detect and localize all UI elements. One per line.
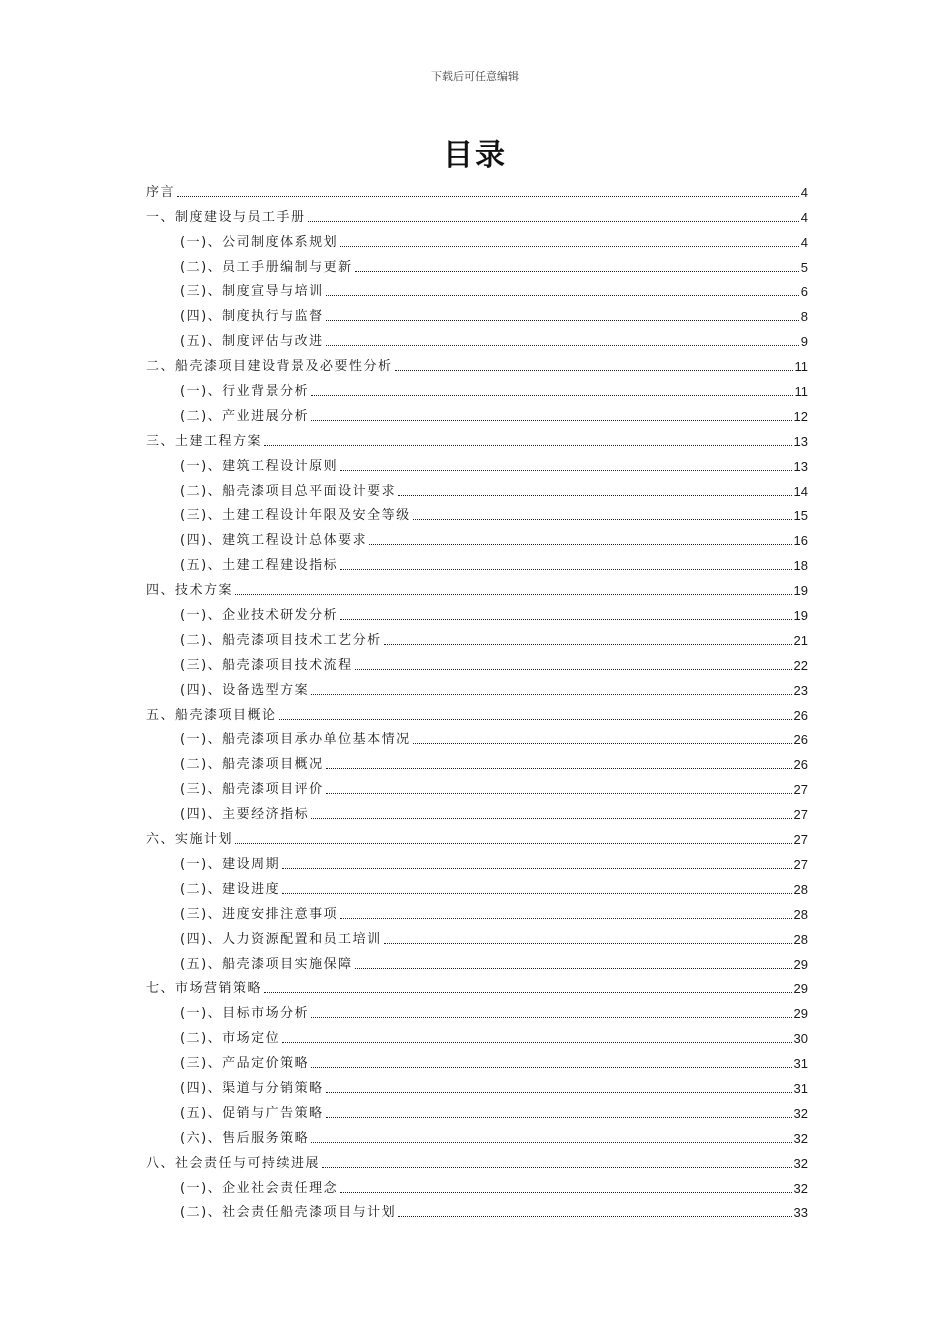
dot-leader (311, 693, 791, 695)
toc-section-entry[interactable] (0, 325, 950, 350)
toc-chapter-entry[interactable] (0, 1147, 950, 1172)
toc-section-entry[interactable] (0, 1022, 950, 1047)
toc-section-entry[interactable] (0, 898, 950, 923)
dot-leader (311, 1141, 791, 1143)
toc-entry-title: 一、制度建设与员工手册 (146, 209, 306, 225)
toc-chapter-entry[interactable] (0, 574, 950, 599)
dot-leader (311, 1066, 791, 1068)
dot-leader (355, 270, 799, 272)
dot-leader (369, 543, 791, 545)
toc-entry-title: (一)、目标市场分析 (180, 1006, 310, 1022)
toc-entry-title: (四)、建筑工程设计总体要求 (180, 533, 368, 549)
toc-entry-title: (一)、公司制度体系规划 (180, 234, 339, 250)
toc-chapter-entry[interactable] (0, 973, 950, 998)
toc-page-number: 27 (793, 807, 808, 823)
toc-page-number: 9 (800, 334, 808, 350)
toc-page-number: 31 (793, 1056, 808, 1072)
toc-section-entry[interactable] (0, 1097, 950, 1122)
toc-page-number: 13 (793, 433, 808, 449)
dot-leader (282, 892, 791, 894)
dot-leader (326, 344, 799, 346)
dot-leader (355, 668, 792, 670)
toc-section-entry[interactable] (0, 724, 950, 749)
toc-page-number: 32 (793, 1155, 808, 1171)
toc-entry-title: (二)、员工手册编制与更新 (180, 259, 353, 275)
dot-leader (279, 718, 792, 720)
dot-leader (311, 1016, 791, 1018)
toc-page-number: 29 (793, 956, 808, 972)
toc-page-number: 4 (800, 234, 808, 250)
dot-leader (177, 195, 799, 197)
dot-leader (326, 767, 792, 769)
header-note: 下载后可任意编辑 (431, 70, 519, 83)
toc-section-entry[interactable] (0, 773, 950, 798)
dot-leader (355, 967, 792, 969)
toc-entry-title: 六、实施计划 (146, 832, 234, 848)
toc-chapter-entry[interactable] (0, 176, 950, 201)
toc-page-number: 14 (793, 483, 808, 499)
dot-leader (326, 792, 792, 794)
toc-page-number: 33 (793, 1205, 808, 1221)
toc-page-number: 28 (793, 906, 808, 922)
toc-page-number: 29 (793, 981, 808, 997)
dot-leader (413, 518, 792, 520)
toc-section-entry[interactable] (0, 649, 950, 674)
toc-entry-title: (二)、社会责任船壳漆项目与计划 (180, 1205, 397, 1221)
toc-page-number: 22 (793, 657, 808, 673)
toc-section-entry[interactable] (0, 873, 950, 898)
toc-chapter-entry[interactable] (0, 201, 950, 226)
toc-section-entry[interactable] (0, 375, 950, 400)
toc-page-number: 31 (793, 1080, 808, 1096)
toc-page-number: 23 (793, 682, 808, 698)
toc-chapter-entry[interactable] (0, 823, 950, 848)
dot-leader (395, 369, 793, 371)
toc-section-entry[interactable] (0, 1072, 950, 1097)
toc-page-number: 4 (800, 184, 808, 200)
toc-section-entry[interactable] (0, 524, 950, 549)
dot-leader (235, 842, 792, 844)
toc-entry-title: 三、土建工程方案 (146, 433, 263, 449)
dot-leader (326, 294, 799, 296)
toc-page-number: 29 (793, 1006, 808, 1022)
toc-section-entry[interactable] (0, 549, 950, 574)
toc-page-number: 26 (793, 707, 808, 723)
toc-page-number: 32 (793, 1130, 808, 1146)
toc-page-number: 11 (794, 359, 808, 375)
toc-entry-title: (三)、产品定价策略 (180, 1056, 310, 1072)
toc-section-entry[interactable] (0, 1197, 950, 1222)
toc-section-entry[interactable] (0, 923, 950, 948)
toc-section-entry[interactable] (0, 251, 950, 276)
toc-section-entry[interactable] (0, 599, 950, 624)
dot-leader (326, 1116, 792, 1118)
toc-section-entry[interactable] (0, 798, 950, 823)
dot-leader (326, 319, 799, 321)
dot-leader (282, 1041, 791, 1043)
toc-page-number: 12 (793, 408, 808, 424)
dot-leader (264, 991, 792, 993)
dot-leader (340, 917, 791, 919)
toc-section-entry[interactable] (0, 300, 950, 325)
toc-page-number: 30 (793, 1031, 808, 1047)
toc-page-number: 19 (793, 583, 808, 599)
toc-page-number: 27 (793, 856, 808, 872)
toc-entry-title: (一)、建设周期 (180, 856, 281, 872)
toc-chapter-entry[interactable] (0, 699, 950, 724)
dot-leader (264, 444, 792, 446)
toc-section-entry[interactable] (0, 1172, 950, 1197)
toc-page-number: 32 (793, 1180, 808, 1196)
toc-entry-title: 八、社会责任与可持续进展 (146, 1155, 321, 1171)
toc-entry-title: (二)、产业进展分析 (180, 408, 310, 424)
dot-leader (326, 1091, 792, 1093)
dot-leader (398, 1215, 791, 1217)
toc-section-entry[interactable] (0, 276, 950, 301)
toc-section-entry[interactable] (0, 500, 950, 525)
toc-entry-title: (四)、设备选型方案 (180, 682, 310, 698)
dot-leader (340, 618, 791, 620)
toc-page-number: 8 (800, 309, 808, 325)
toc-entry-title: (一)、企业社会责任理念 (180, 1180, 339, 1196)
toc-page-number: 6 (800, 284, 808, 300)
dot-leader (384, 942, 792, 944)
dot-leader (340, 245, 799, 247)
dot-leader (308, 220, 799, 222)
dot-leader (340, 1191, 791, 1193)
table-of-contents (0, 176, 950, 1221)
toc-entry-title: (二)、船壳漆项目总平面设计要求 (180, 483, 397, 499)
toc-entry-title: 序言 (146, 184, 176, 200)
toc-page-number: 26 (793, 757, 808, 773)
dot-leader (398, 494, 791, 496)
toc-entry-title: (五)、促销与广告策略 (180, 1105, 324, 1121)
toc-entry-title: (四)、人力资源配置和员工培训 (180, 931, 382, 947)
dot-leader (282, 867, 791, 869)
toc-entry-title: (一)、船壳漆项目承办单位基本情况 (180, 732, 411, 748)
dot-leader (340, 469, 791, 471)
toc-page-number: 27 (793, 782, 808, 798)
toc-entry-title: (三)、土建工程设计年限及安全等级 (180, 508, 411, 524)
toc-entry-title: (六)、售后服务策略 (180, 1130, 310, 1146)
toc-section-entry[interactable] (0, 450, 950, 475)
toc-page-number: 27 (793, 832, 808, 848)
toc-page-number: 4 (800, 209, 808, 225)
toc-entry-title: (五)、船壳漆项目实施保障 (180, 956, 353, 972)
toc-page-number: 13 (793, 458, 808, 474)
toc-section-entry[interactable] (0, 475, 950, 500)
toc-entry-title: (三)、进度安排注意事项 (180, 906, 339, 922)
toc-entry-title: (二)、建设进度 (180, 881, 281, 897)
dot-leader (311, 817, 791, 819)
toc-section-entry[interactable] (0, 748, 950, 773)
toc-page-number: 5 (800, 259, 808, 275)
toc-page-number: 28 (793, 881, 808, 897)
dot-leader (322, 1166, 792, 1168)
dot-leader (384, 643, 792, 645)
toc-entry-title: (一)、行业背景分析 (180, 384, 310, 400)
dot-leader (235, 593, 792, 595)
toc-section-entry[interactable] (0, 624, 950, 649)
toc-entry-title: (五)、制度评估与改进 (180, 334, 324, 350)
toc-entry-title: (三)、船壳漆项目评价 (180, 782, 324, 798)
toc-chapter-entry[interactable] (0, 425, 950, 450)
toc-entry-title: (三)、船壳漆项目技术流程 (180, 657, 353, 673)
toc-entry-title: (二)、船壳漆项目概况 (180, 757, 324, 773)
toc-page-number: 28 (793, 931, 808, 947)
toc-entry-title: (四)、渠道与分销策略 (180, 1080, 324, 1096)
toc-entry-title: (二)、市场定位 (180, 1031, 281, 1047)
toc-page-number: 19 (793, 608, 808, 624)
toc-title: 目录 (443, 138, 507, 173)
toc-entry-title: 二、船壳漆项目建设背景及必要性分析 (146, 359, 393, 375)
toc-section-entry[interactable] (0, 1122, 950, 1147)
toc-section-entry[interactable] (0, 226, 950, 251)
toc-entry-title: (二)、船壳漆项目技术工艺分析 (180, 632, 382, 648)
toc-section-entry[interactable] (0, 674, 950, 699)
toc-page-number: 15 (793, 508, 808, 524)
toc-page-number: 16 (793, 533, 808, 549)
toc-entry-title: 七、市场营销策略 (146, 981, 263, 997)
toc-section-entry[interactable] (0, 948, 950, 973)
dot-leader (311, 419, 791, 421)
toc-entry-title: 五、船壳漆项目概论 (146, 707, 277, 723)
toc-page-number: 11 (794, 384, 808, 400)
toc-page-number: 26 (793, 732, 808, 748)
toc-entry-title: (四)、制度执行与监督 (180, 309, 324, 325)
dot-leader (413, 742, 792, 744)
toc-entry-title: 四、技术方案 (146, 583, 234, 599)
toc-entry-title: (五)、土建工程建设指标 (180, 558, 339, 574)
toc-section-entry[interactable] (0, 848, 950, 873)
toc-entry-title: (一)、企业技术研发分析 (180, 608, 339, 624)
toc-section-entry[interactable] (0, 1047, 950, 1072)
toc-entry-title: (四)、主要经济指标 (180, 807, 310, 823)
toc-entry-title: (三)、制度宣导与培训 (180, 284, 324, 300)
toc-page-number: 21 (793, 632, 808, 648)
dot-leader (340, 568, 791, 570)
dot-leader (311, 394, 792, 396)
toc-entry-title: (一)、建筑工程设计原则 (180, 458, 339, 474)
toc-page-number: 18 (793, 558, 808, 574)
toc-page-number: 32 (793, 1105, 808, 1121)
toc-chapter-entry[interactable] (0, 350, 950, 375)
toc-section-entry[interactable] (0, 400, 950, 425)
toc-section-entry[interactable] (0, 997, 950, 1022)
